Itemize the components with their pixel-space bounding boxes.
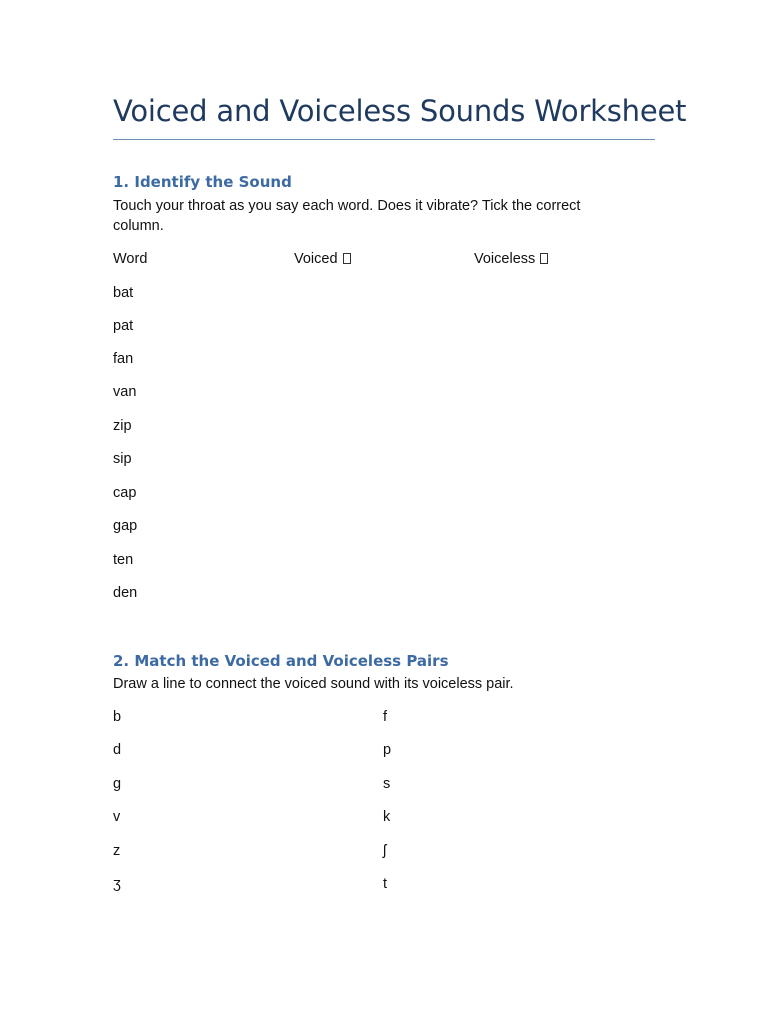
voiceless-sound: t [383,876,388,892]
voiced-sound: z [113,843,121,859]
word-cell: van [113,384,137,400]
section2-heading: 2. Match the Voiced and Voiceless Pairs [113,652,449,670]
checkbox-icon [540,253,548,264]
column-header-voiceless-label: Voiceless [474,251,536,267]
pair-row [113,742,655,762]
column-header-voiced-label: Voiced [294,251,338,267]
pair-row [113,876,655,896]
word-row [113,384,655,404]
section1-instruction: Touch your throat as you say each word. Does it vibrate? Tick the correct column. [113,198,581,234]
page-title: Voiced and Voiceless Sounds Worksheet [113,94,687,128]
column-header-voiced [294,251,351,267]
pair-row [113,809,655,829]
column-header-voiceless [474,251,548,267]
voiceless-sound: k [383,809,391,825]
word-cell: gap [113,518,138,534]
word-cell: pat [113,318,134,334]
word-cell: cap [113,485,137,501]
voiced-sound: v [113,809,121,825]
word-row [113,518,655,538]
pair-row [113,843,655,863]
voiced-sound: ʒ [113,876,121,892]
pair-row [113,709,655,729]
title-underline [113,139,655,140]
voiceless-sound: p [383,742,392,758]
word-row [113,552,655,572]
word-cell: ten [113,552,134,568]
word-row [113,485,655,505]
identify-table-header [113,251,655,271]
word-row [113,418,655,438]
word-cell: sip [113,451,132,467]
voiceless-sound: ʃ [383,843,387,859]
pair-row [113,776,655,796]
voiced-sound: d [113,742,122,758]
checkbox-icon [343,253,351,264]
word-row [113,318,655,338]
voiced-sound: b [113,709,122,725]
word-cell: den [113,585,138,601]
word-cell: zip [113,418,132,434]
section1-heading: 1. Identify the Sound [113,173,292,191]
word-row [113,351,655,371]
voiceless-sound: f [383,709,388,725]
word-row [113,285,655,305]
voiceless-sound: s [383,776,391,792]
word-cell: fan [113,351,134,367]
section2-instruction: Draw a line to connect the voiced sound with its voiceless pair. [113,676,514,692]
word-cell: bat [113,285,134,301]
voiced-sound: g [113,776,122,792]
column-header-word: Word [113,251,148,267]
word-row [113,451,655,471]
word-row [113,585,655,605]
